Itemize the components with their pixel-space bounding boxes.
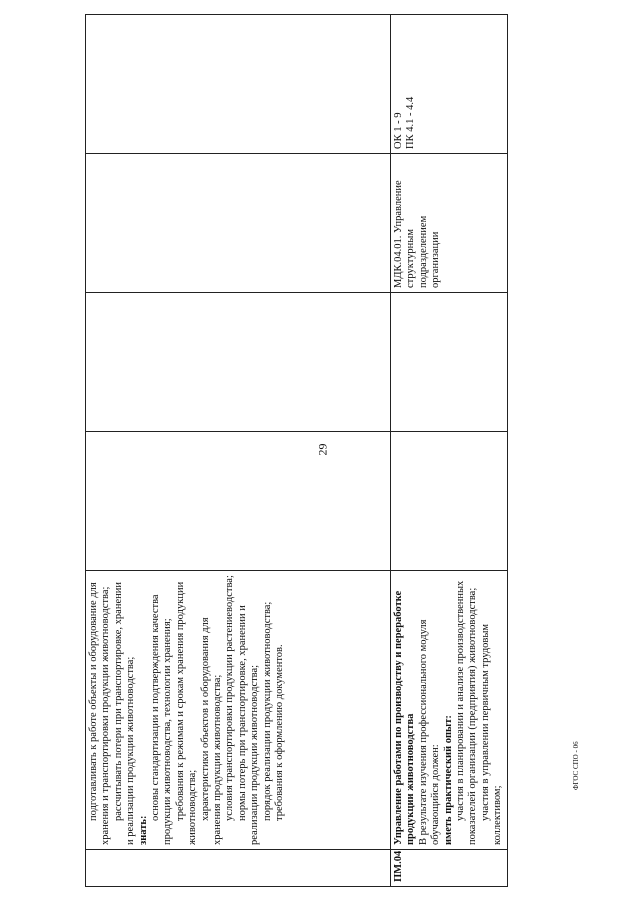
text-line: участия в планировании и анализе производственных показателей организации (предприятия) животноводства; <box>455 580 479 845</box>
text-line: иметь практический опыт: <box>442 715 454 845</box>
table-row <box>86 15 391 887</box>
hours-class-cell <box>86 293 391 432</box>
text-line: участия в управлении первичным трудовым коллективом; <box>479 623 504 845</box>
mdk-cell <box>86 154 391 293</box>
competency-code: ОК 1 - 9 <box>393 112 404 149</box>
module-code: ПМ.04 <box>393 850 404 882</box>
text-line: требования к режимам и срокам хранения продукции животноводства; <box>174 581 199 845</box>
hours-class-cell <box>391 293 508 432</box>
curriculum-table <box>85 14 508 887</box>
text-line: требования к оформлению документов. <box>274 644 286 821</box>
module-code-cell <box>391 850 508 887</box>
competencies-cell <box>86 15 391 154</box>
module-lines <box>418 575 505 845</box>
competencies-cell <box>391 15 508 154</box>
footer-code: ФГОС СПО - 06 <box>572 741 580 790</box>
text-line: знать: <box>137 815 149 845</box>
skills-cell <box>86 571 391 850</box>
module-description-cell <box>391 571 508 850</box>
competency-code: ПК 4.1 - 4.4 <box>405 96 417 149</box>
text-line: характеристики объектов и оборудования для хранения продукции животноводства; <box>199 617 224 845</box>
text-line: рассчитывать потери при транспортировке, хранении и реализации продукции животноводства; <box>112 582 137 845</box>
module-title: Управление работами по производству и переработке продукции животноводства <box>393 590 417 845</box>
text-line: основы стандартизации и подтверждения качества продукции животноводства, технологии хранения; <box>150 594 174 845</box>
text-line: порядок реализации продукции животноводства; <box>261 601 273 821</box>
text-line: В результате изучения профессионального модуля обучающийся должен: <box>417 619 442 845</box>
table-row <box>391 15 508 887</box>
mdk-label: МДК.04.01. Управление структурным подразделением организации <box>393 180 442 288</box>
index-cell <box>86 850 391 887</box>
page-number: 29 <box>315 443 330 456</box>
hours-max-cell <box>391 432 508 571</box>
hours-max-cell <box>86 432 391 571</box>
mdk-cell <box>391 154 508 293</box>
text-line: условия транспортировки продукции растениеводства; <box>224 575 236 821</box>
table-sheet <box>85 37 504 887</box>
text-line: подготавливать к работе объекты и оборудование для хранения и транспортировки продукции животноводства; <box>88 582 112 845</box>
text-line: нормы потерь при транспортировке, хранении и реализации продукции животноводства; <box>236 605 261 845</box>
